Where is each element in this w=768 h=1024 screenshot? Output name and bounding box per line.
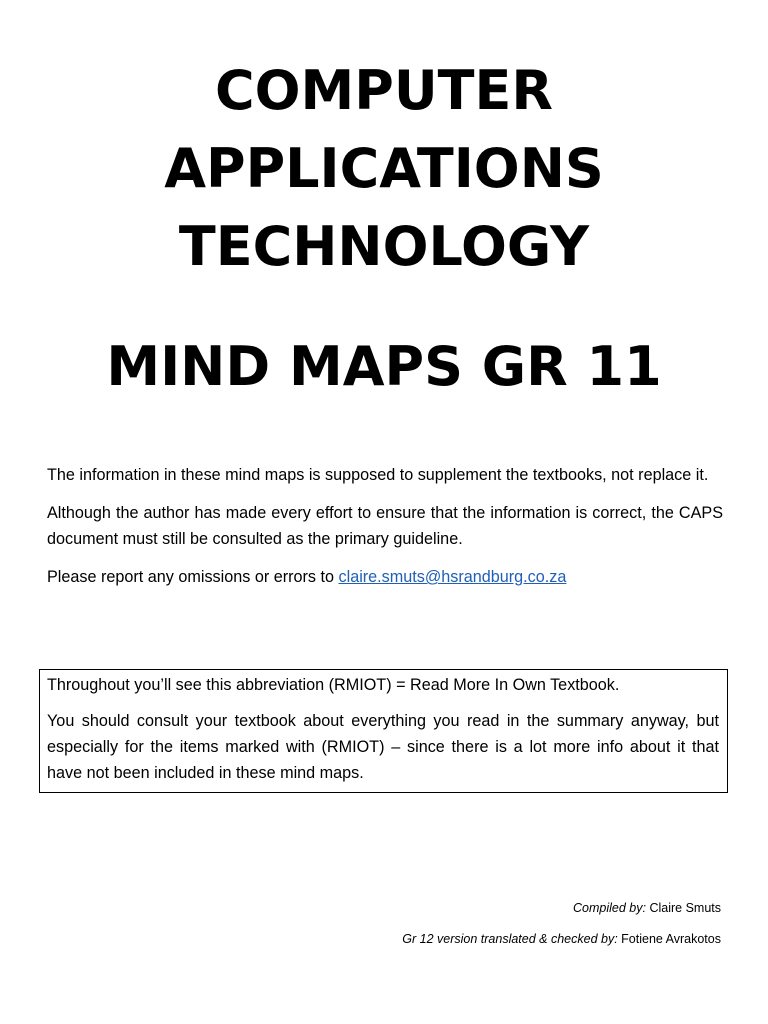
credits-section xyxy=(221,898,721,960)
translated-by-line xyxy=(221,929,721,949)
title-line-1: COMPUTER xyxy=(214,59,553,122)
intro-paragraph-2: Although the author has made every effort to ensure that the information is correct, the CAPS document must still be consulted as the primary guideline. xyxy=(47,504,723,548)
report-text: Please report any omissions or errors to xyxy=(47,568,339,586)
note-paragraph-2: You should consult your textbook about everything you read in the summary anyway, but especially for the items marked with (RMIOT) – since there is a lot more info about it that have not been included in these mind maps. xyxy=(47,712,719,782)
intro-paragraph-1: The information in these mind maps is supposed to supplement the textbooks, not replace it. xyxy=(47,466,709,484)
title-line-3: TECHNOLOGY xyxy=(178,215,590,278)
title-line-2: APPLICATIONS xyxy=(164,137,604,200)
document-subtitle: MIND MAPS GR 11 xyxy=(106,335,662,398)
note-paragraph-1: Throughout you’ll see this abbreviation (RMIOT) = Read More In Own Textbook. xyxy=(47,676,620,694)
compiled-by-line xyxy=(221,898,721,918)
translated-by-label: Gr 12 version translated & checked by: xyxy=(402,932,622,946)
translated-by-name: Fotiene Avrakotos xyxy=(621,932,721,946)
email-link[interactable]: claire.smuts@hsrandburg.co.za xyxy=(338,568,567,586)
rmiot-note-box xyxy=(39,669,728,793)
intro-section xyxy=(47,462,723,602)
document-title xyxy=(0,52,768,286)
compiled-by-label: Compiled by: xyxy=(573,901,650,915)
intro-paragraph-3 xyxy=(47,564,723,590)
compiled-by-name: Claire Smuts xyxy=(649,901,721,915)
